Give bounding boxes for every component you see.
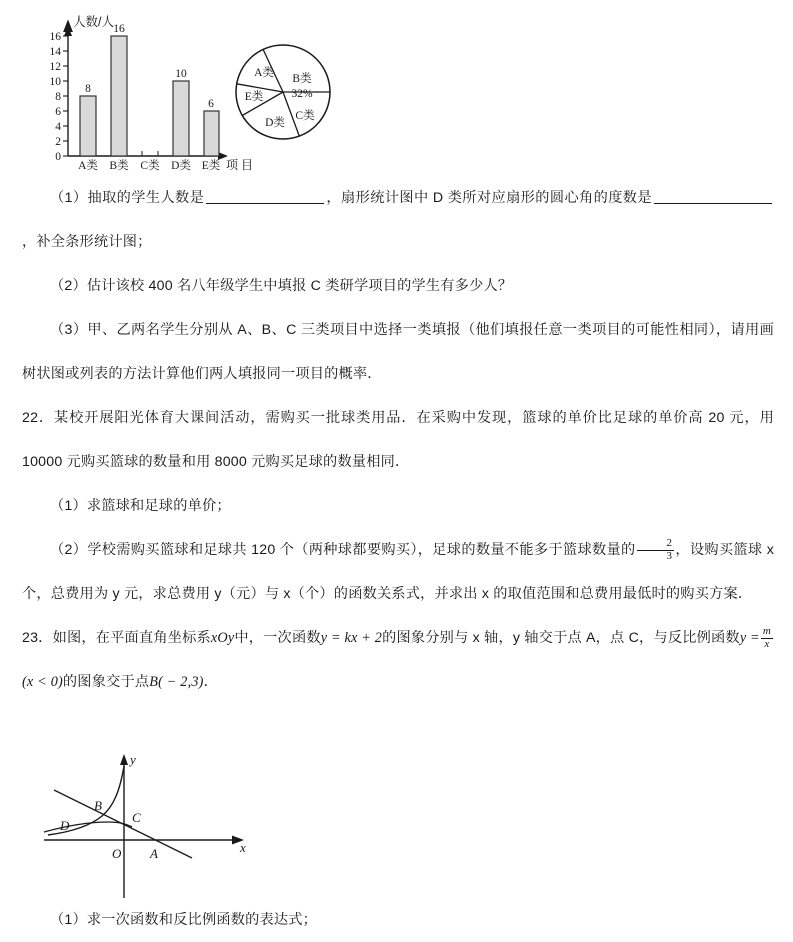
label-point-c: C	[132, 810, 141, 825]
q23-stem-a: 如图，在平面直角坐标系	[52, 630, 211, 646]
svg-text:D类: D类	[171, 160, 191, 172]
question-23-stem	[22, 616, 774, 704]
question-21-3: （3）甲、乙两名学生分别从 A、B、C 三类项目中选择一类填报（他们填报任意一类项目的可能性相同），请用画树状图或列表的方法计算他们两人填报同一项目的概率．	[22, 322, 774, 382]
fraction-numerator: m	[762, 625, 771, 638]
secondary-curve-d	[44, 822, 132, 832]
question-22-sub1: （1）求篮球和足球的单价；	[50, 498, 231, 514]
question-22-stem	[22, 396, 774, 484]
coordinate-plane-svg	[40, 748, 280, 900]
q23-point-b: B( − 2,3)	[149, 674, 204, 690]
pie-label-d: D类	[265, 117, 285, 129]
svg-text:14: 14	[49, 46, 61, 58]
svg-text:6: 6	[55, 106, 61, 118]
q22-sub2-part-b: ，设购买篮球 x 个，总费用为 y 元，求总费用 y（元）与 x（个）的函数关系式，并求出 x 的取值范围和总费用最低时的购买方案．	[22, 542, 775, 602]
label-origin: O	[112, 846, 122, 861]
svg-text:2: 2	[55, 136, 61, 148]
svg-text:B类: B类	[109, 160, 129, 172]
question-21-2: （2）估计该校 400 名八年级学生中填报 C 类研学项目的学生有多少人？	[50, 278, 513, 294]
figure-statistics	[30, 8, 360, 173]
pie-chart	[30, 8, 360, 173]
svg-text:8: 8	[85, 83, 91, 95]
q23-stem-end: ．	[203, 674, 218, 690]
svg-text:C类: C类	[140, 160, 160, 172]
q23-condition: (x < 0)	[22, 674, 63, 690]
q21-1-tail: ，补全条形统计图；	[22, 234, 152, 250]
pie-label-b: B类	[292, 73, 312, 85]
q23-number: 23．	[22, 630, 53, 646]
y-axis-arrow	[120, 754, 128, 765]
svg-text:10: 10	[49, 76, 61, 88]
q22-stem-text: 某校开展阳光体育大课间活动，需购买一批球类用品．在采购中发现，篮球的单价比足球的单价高 20 元，用 10000 元购买篮球的数量和用 8000 元购买足球的数量相同．	[22, 410, 774, 470]
q23-stem-c: 的图象分别与 x 轴，y 轴交于点 A，点 C，与反比例函数	[382, 630, 740, 646]
svg-text:12: 12	[49, 61, 61, 73]
svg-text:0: 0	[55, 151, 61, 163]
pie-label-e: E类	[244, 91, 264, 103]
question-23-sub1: （1）求一次函数和反比例函数的表达式；	[50, 912, 318, 928]
q23-stem-b: 中，一次函数	[234, 630, 321, 646]
svg-text:6: 6	[208, 98, 214, 110]
svg-text:4: 4	[55, 121, 61, 133]
svg-text:16: 16	[49, 31, 61, 43]
q22-number: 22．	[22, 410, 55, 426]
label-point-d: D	[60, 818, 70, 833]
label-point-a: A	[150, 846, 158, 861]
question-22-sub2	[22, 528, 774, 616]
label-point-b: B	[94, 798, 102, 813]
q22-sub2-part-a: （2）学校需购买篮球和足球共 120 个（两种球都要购买），足球的数量不能多于篮球数量的	[50, 542, 636, 558]
q21-1-blank-2[interactable]	[654, 190, 772, 204]
figure-coordinate-plane	[40, 748, 280, 900]
pie-label-c: C类	[295, 110, 315, 122]
label-x-axis: x	[240, 840, 246, 855]
question-body	[22, 176, 774, 704]
q21-1-prefix: （1）抽取的学生人数是	[50, 190, 205, 206]
bar-chart-x-axis-title: 项 目	[226, 158, 254, 172]
q23-xoy: xOy	[210, 630, 235, 646]
svg-text:8: 8	[55, 91, 61, 103]
q21-1-blank-1[interactable]	[206, 190, 324, 204]
pie-label-b-percent: 32%	[291, 88, 313, 100]
fraction-numerator: 2	[666, 537, 673, 550]
label-y-axis: y	[130, 752, 136, 767]
fraction-two-thirds	[637, 538, 675, 562]
q23-stem-d: 的图象交于点	[62, 674, 150, 690]
bar-chart-y-axis-title: 人数/人	[73, 15, 114, 29]
pie-label-a: A类	[254, 67, 274, 79]
svg-text:A类: A类	[78, 160, 98, 172]
fraction-denominator: x	[761, 638, 773, 650]
svg-text:10: 10	[175, 68, 187, 80]
fraction-m-over-x	[761, 626, 773, 650]
svg-text:16: 16	[113, 23, 125, 35]
question-21-1	[22, 176, 774, 264]
question-23-sub1-wrapper	[22, 898, 774, 942]
q23-equation-inverse-lhs: y =	[739, 630, 760, 646]
q21-1-mid: ，扇形统计图中 D 类所对应扇形的圆心角的度数是	[326, 190, 652, 206]
q23-equation-linear: y = kx + 2	[320, 630, 383, 646]
fraction-denominator: 3	[637, 550, 675, 562]
svg-text:E类: E类	[201, 160, 221, 172]
